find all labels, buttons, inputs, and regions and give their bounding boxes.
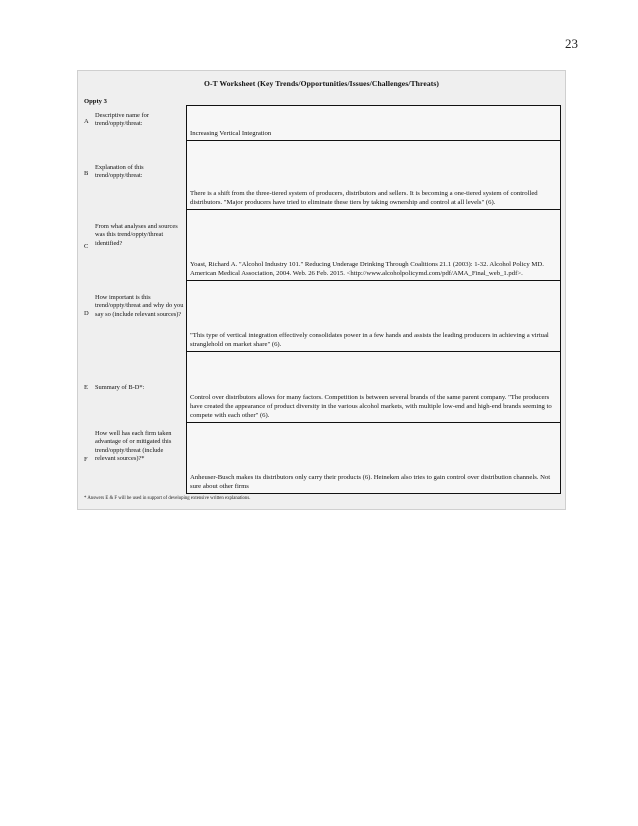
worksheet-row-a [78,105,565,139]
row-question: Summary of B-D*: [95,384,145,391]
row-question: From what analyses and sources was this trend/oppty/threat identified? [95,223,178,247]
worksheet-row-c [78,209,565,279]
worksheet-row-f [78,422,565,492]
worksheet-row-d [78,280,565,350]
page-number: 23 [565,36,578,51]
row-answer: Anheuser-Busch makes its distributors only carry their products (6). Heineken also tries to gain control over distribution channels. Not sure about other firms [190,474,551,490]
row-letter: E [84,384,88,391]
row-letter: F [84,456,88,463]
worksheet-row-b [78,140,565,208]
oppty-label: Oppty 3 [84,98,107,105]
answer-box [186,105,561,141]
row-answer: "This type of vertical integration effectively consolidates power in a few hands and assists the leading producers in achieving a virtual stranglehold on market share" (6). [190,332,549,348]
footnote: * Answers E & F will be used in support of developing extensive written explanations. [84,496,251,501]
row-letter: A [84,118,89,125]
answer-box [186,280,561,352]
row-letter: D [84,310,89,317]
row-question: Descriptive name for trend/oppty/threat: [95,112,149,128]
row-answer: Yoast, Richard A. "Alcohol Industry 101." Reducing Underage Drinking Through Coalitions 21.1 (2003): 1-32. Alcohol Policy MD. American Medical Association, 2004. Web. 26 Feb. 2015. <http://www.alcoholpolicymd.com/pdf/AMA_Final_web_1.pdf>. [190,261,544,277]
row-question: How important is this trend/oppty/threat and why do you say so (include relevant sources)? [95,294,184,318]
row-question: How well has each firm taken advantage of or mitigated this trend/oppty/threat (include relevant sources)?* [95,430,172,463]
answer-box [186,351,561,423]
answer-box [186,140,561,210]
row-letter: B [84,170,89,177]
row-question: Explanation of this trend/oppty/threat: [95,164,144,180]
row-letter: C [84,243,89,250]
worksheet-row-e [78,351,565,421]
row-answer: Increasing Vertical Integration [190,130,272,137]
worksheet-scan [77,70,566,510]
row-answer: There is a shift from the three-tiered system of producers, distributors and sellers. It is becoming a one-tiered system of controlled distributors. "Major producers have tried to eliminate these tiers by taking ownership and control at all levels" (6). [190,190,538,206]
answer-box [186,422,561,494]
answer-box [186,209,561,281]
row-answer: Control over distributors allows for many factors. Competition is between several brands of the same parent company. "The producers have created the appearance of product diversity in the various alcohol markets, with multiple low-end and high-end brands seeming to compete with each other" (6). [190,394,552,419]
worksheet-title: O-T Worksheet (Key Trends/Opportunities/Issues/Challenges/Threats) [203,79,440,88]
